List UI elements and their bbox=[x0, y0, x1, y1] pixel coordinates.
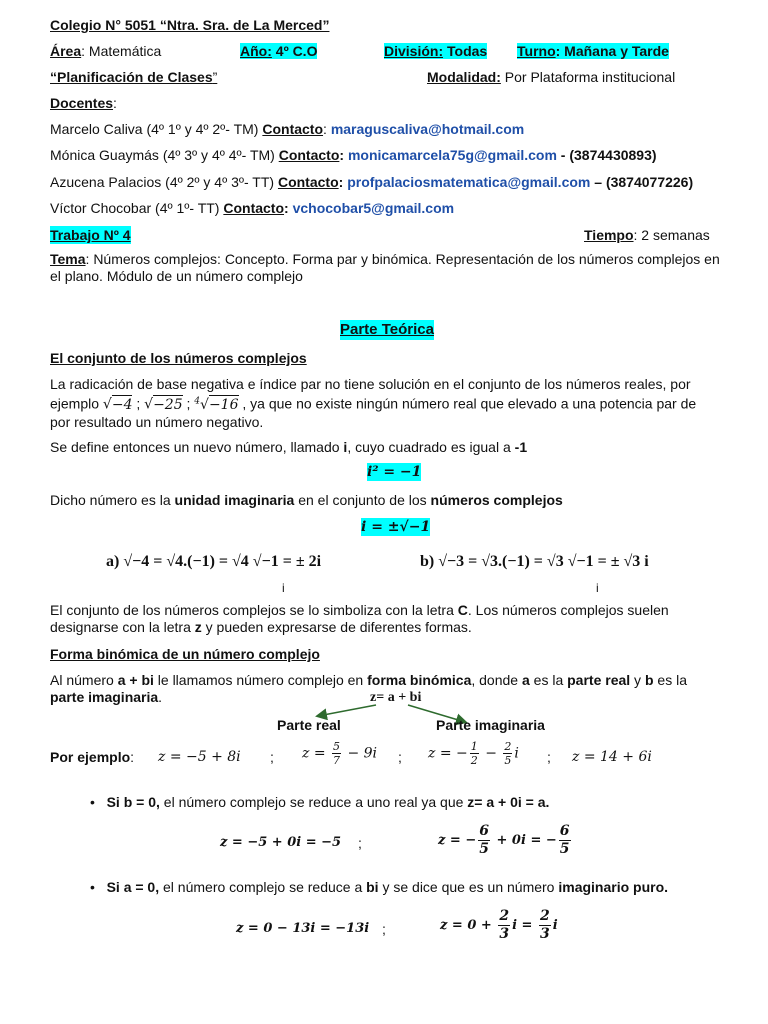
bullet2-b: el número complejo se reduce a bbox=[159, 879, 367, 895]
p3-text-a: Dicho número es la bbox=[50, 492, 175, 508]
paragraph-radicacion: La radicación de base negativa e índice par no tiene solución en el conjunto de los números reales, por ejemplo √−4 ; √−25 ; $^4$√−16 , ya que no existe ningún número real que elevado a una potencia par de por resultado un número negativo. bbox=[50, 376, 697, 430]
binomial-formula: z= a + bi bbox=[370, 690, 422, 705]
fraction bbox=[559, 823, 571, 858]
bullet-dot: • bbox=[90, 879, 95, 895]
contact-label: Contacto bbox=[277, 174, 339, 190]
example-a-under: i bbox=[282, 581, 285, 595]
p5-b: a + bi bbox=[117, 672, 154, 688]
docentes-colon: : bbox=[113, 95, 117, 111]
root-index: 4 bbox=[194, 396, 201, 406]
tema-text: : Números complejos: Concepto. Forma par y binómica. Representación de los números complejos en el plano. Módulo de un número complejo bbox=[50, 251, 720, 284]
turno-label: Turno bbox=[517, 43, 556, 59]
contact-sep: : bbox=[284, 200, 293, 216]
ejemplo-label bbox=[50, 748, 134, 766]
fraction bbox=[478, 823, 490, 858]
year-value: 4º C.O bbox=[271, 43, 318, 59]
p4-text-a: El conjunto de los números complejos se lo simboliza con la letra bbox=[50, 602, 458, 618]
p5-k: es la bbox=[653, 672, 687, 688]
numerator: 6 bbox=[559, 823, 570, 839]
b2eq2-a: z = 0 + bbox=[440, 918, 497, 933]
year-label: Año: bbox=[240, 43, 272, 59]
b2eq2-b: i = bbox=[512, 918, 537, 933]
bullet1-c: z= a + 0i = a. bbox=[467, 794, 550, 810]
p5-l: parte imaginaria bbox=[50, 689, 159, 705]
contact-label: Contacto bbox=[223, 200, 285, 216]
p1-text-a: La radicación de base negativa e índice par no tiene solución en el conjunto de los números reales, por ejemplo bbox=[50, 376, 691, 412]
section-heading: Parte Teórica bbox=[340, 321, 434, 338]
imaginary-example-2 bbox=[440, 908, 558, 943]
teacher-name: Víctor Chocobar (4º 1º- TT) bbox=[50, 200, 224, 216]
b2eq2-c: i bbox=[552, 918, 558, 933]
fraction bbox=[470, 740, 479, 767]
ej2-b: − 9i bbox=[343, 745, 378, 762]
p5-c: le llamamos número complejo en bbox=[153, 672, 368, 688]
root-example-3: $^4$√−16 bbox=[194, 396, 239, 413]
imaginary-example-1: z = 0 − 13i = −13i bbox=[236, 921, 370, 936]
bullet-imaginary bbox=[90, 879, 668, 895]
numerator: 6 bbox=[479, 823, 489, 839]
denominator: 5 bbox=[504, 754, 512, 767]
division-label: División: bbox=[384, 43, 444, 59]
denominator: 5 bbox=[479, 841, 489, 857]
p2-i: i bbox=[343, 439, 348, 455]
p5-m: . bbox=[158, 689, 163, 705]
p5-i: y bbox=[630, 672, 645, 688]
teacher-email[interactable]: monicamarcela75g@gmail.com bbox=[347, 147, 557, 163]
contact-sep: : bbox=[339, 147, 348, 163]
fraction bbox=[332, 740, 341, 767]
p5-a: Al número bbox=[50, 672, 118, 688]
bullet1-b: el número complejo se reduce a uno real ya que bbox=[159, 794, 468, 810]
contact-sep: : bbox=[338, 174, 348, 190]
ej3-b: − bbox=[480, 745, 502, 762]
bullet2-e: imaginario puro. bbox=[558, 879, 669, 895]
p5-j: b bbox=[644, 672, 654, 688]
area-value: : Matemática bbox=[81, 43, 162, 59]
example-z2 bbox=[302, 740, 377, 767]
equation-i-squared: i² = −1 bbox=[367, 464, 422, 480]
fraction bbox=[498, 908, 510, 943]
parte-real-label: Parte real bbox=[277, 717, 341, 733]
tiempo-label: Tiempo bbox=[584, 227, 634, 243]
teacher-phone: - (3874430893) bbox=[556, 147, 657, 163]
bullet2-c: bi bbox=[366, 879, 379, 895]
separator: ; bbox=[398, 749, 402, 765]
p3-text-d: números complejos bbox=[430, 492, 563, 508]
example-a: a) √−4 = √4.(−1) = √4 √−1 = ± 2i bbox=[106, 553, 322, 570]
denominator: 2 bbox=[470, 754, 478, 767]
bullet2-a: Si a = 0, bbox=[106, 879, 160, 895]
numerator: 2 bbox=[499, 908, 510, 924]
denominator: 3 bbox=[539, 926, 550, 942]
equation-i-def: i = ±√−1 bbox=[361, 519, 431, 535]
turno-value: : Mañana y Tarde bbox=[555, 43, 669, 59]
example-b-under: i bbox=[596, 581, 599, 595]
p5-e: , donde bbox=[471, 672, 522, 688]
ejemplo-text: Por ejemplo bbox=[50, 749, 131, 765]
root-example-1: √−4 bbox=[102, 396, 133, 413]
real-example-1: z = −5 + 0i = −5 bbox=[220, 835, 342, 850]
subheading-complex-set: El conjunto de los números complejos bbox=[50, 350, 307, 366]
division-value: Todas bbox=[443, 43, 488, 59]
fraction bbox=[539, 908, 551, 943]
example-b: b) √−3 = √3.(−1) = √3 √−1 = ± √3 i bbox=[420, 553, 649, 570]
contact-sep: : bbox=[323, 121, 331, 137]
planning-close: ” bbox=[212, 69, 218, 85]
teacher-name: Azucena Palacios (4º 2º y 4º 3º- TT) bbox=[50, 174, 278, 190]
b1eq2-b: + 0i = − bbox=[491, 833, 557, 848]
example-z3 bbox=[428, 740, 519, 767]
p2-c: -1 bbox=[514, 439, 528, 455]
area-label: Área bbox=[50, 43, 82, 59]
root-example-2: √−25 bbox=[144, 396, 183, 413]
p1-text-b: , ya que no existe ningún número real que elevado a una potencia par de por resultado un número negativo. bbox=[50, 395, 697, 430]
p3-text-c: en el conjunto de los bbox=[294, 492, 431, 508]
teacher-name: Marcelo Caliva (4º 1º y 4º 2º- TM) bbox=[50, 121, 263, 137]
example-z1: z = −5 + 8i bbox=[158, 749, 241, 765]
teacher-email[interactable]: vchocobar5@gmail.com bbox=[292, 200, 455, 216]
example-z4: z = 14 + 6i bbox=[572, 749, 652, 765]
contact-label: Contacto bbox=[278, 147, 340, 163]
ej2-a: z = bbox=[302, 745, 331, 762]
separator: ; bbox=[382, 921, 386, 937]
bullet1-a: Si b = 0, bbox=[106, 794, 160, 810]
numerator: 1 bbox=[470, 740, 478, 753]
modalidad-value: Por Plataforma institucional bbox=[500, 69, 676, 85]
denominator: 3 bbox=[499, 926, 510, 942]
p5-f: a bbox=[521, 672, 530, 688]
p4-z: z bbox=[194, 619, 202, 635]
ej3-c: i bbox=[514, 745, 519, 762]
school-title: Colegio N° 5051 “Ntra. Sra. de La Merced” bbox=[50, 17, 330, 33]
separator: ; bbox=[547, 749, 551, 765]
bullet-real bbox=[90, 794, 549, 810]
teacher-name: Mónica Guaymás (4º 3º y 4º 4º- TM) bbox=[50, 147, 279, 163]
p4-text-e: y pueden expresarse de diferentes formas. bbox=[201, 619, 472, 635]
ej3-a: z = − bbox=[428, 745, 468, 762]
denominator: 7 bbox=[333, 754, 341, 767]
planning-label: “Planificación de Clases bbox=[50, 69, 213, 85]
p2-text-b: , cuyo cuadrado es igual a bbox=[347, 439, 515, 455]
p5-h: parte real bbox=[567, 672, 631, 688]
numerator: 2 bbox=[539, 908, 550, 924]
denominator: 5 bbox=[559, 841, 570, 857]
trabajo-label: Trabajo Nº 4 bbox=[50, 227, 131, 243]
p5-d: forma binómica bbox=[367, 672, 472, 688]
separator: ; bbox=[270, 749, 274, 765]
root-arg-1: −4 bbox=[111, 396, 133, 413]
arrow-to-real bbox=[318, 705, 376, 716]
teacher-email[interactable]: maraguscaliva@hotmail.com bbox=[330, 121, 525, 137]
teacher-email[interactable]: profpalaciosmatematica@gmail.com bbox=[347, 174, 591, 190]
ejemplo-colon: : bbox=[130, 749, 135, 765]
modalidad-label: Modalidad: bbox=[427, 69, 501, 85]
teacher-phone: – (3874077226) bbox=[590, 174, 694, 190]
parte-imaginaria-label: Parte imaginaria bbox=[436, 717, 545, 733]
real-example-2 bbox=[438, 823, 573, 858]
root-arg-3: −16 bbox=[208, 396, 239, 413]
p2-text-a: Se define entonces un nuevo número, llamado bbox=[50, 439, 344, 455]
p4-text-c: . Los números complejos suelen designarse con la letra bbox=[50, 602, 669, 635]
tiempo-value: : 2 semanas bbox=[633, 227, 710, 243]
subheading-binomica: Forma binómica de un número complejo bbox=[50, 646, 320, 662]
bullet2-d: y se dice que es un número bbox=[378, 879, 559, 895]
numerator: 2 bbox=[504, 740, 512, 753]
contact-label: Contacto bbox=[262, 121, 324, 137]
bullet-dot: • bbox=[90, 794, 95, 810]
tema-label: Tema bbox=[50, 251, 86, 267]
p5-g: es la bbox=[529, 672, 568, 688]
fraction bbox=[503, 740, 512, 767]
root-arg-2: −25 bbox=[153, 396, 183, 413]
separator: ; bbox=[358, 835, 362, 851]
docentes-label: Docentes bbox=[50, 95, 114, 111]
p4-c: C bbox=[457, 602, 468, 618]
b1eq2-a: z = − bbox=[438, 833, 477, 848]
numerator: 5 bbox=[333, 740, 341, 753]
p3-text-b: unidad imaginaria bbox=[174, 492, 295, 508]
